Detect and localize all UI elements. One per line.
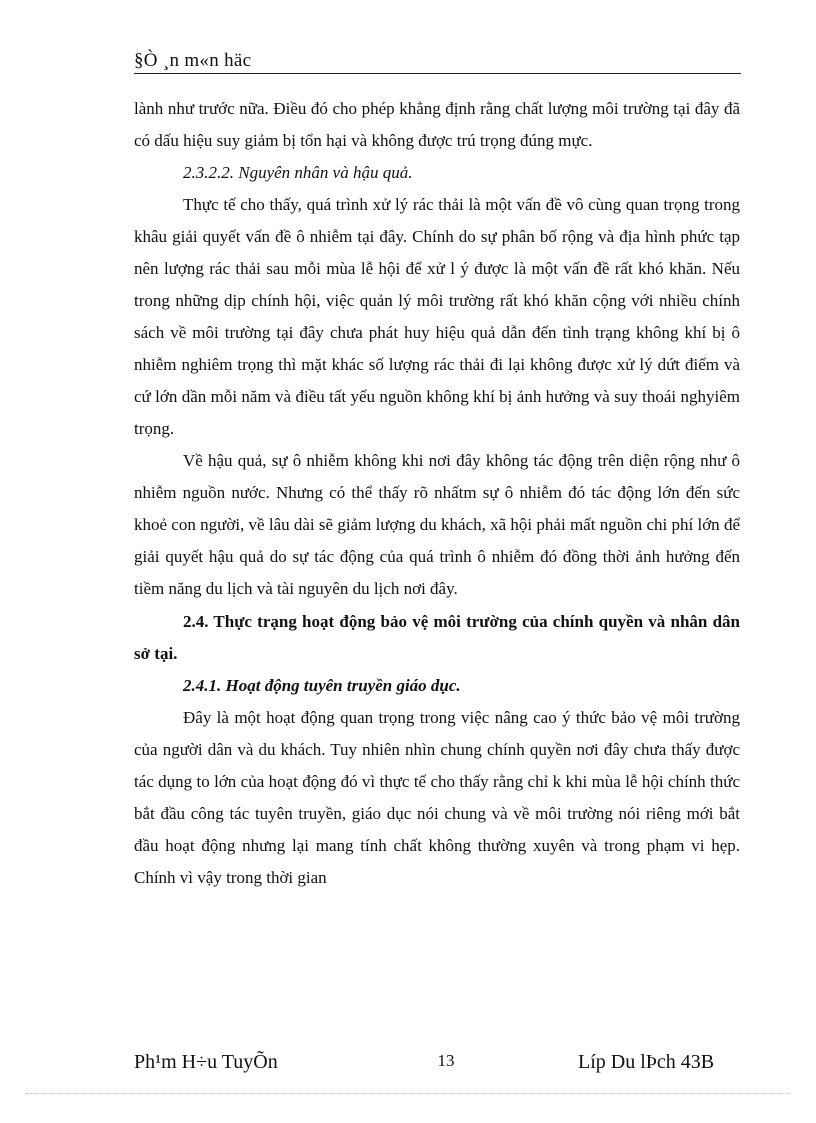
page-header-title: §Ò ¸n m«n häc xyxy=(134,50,252,71)
page-number: 13 xyxy=(437,1051,455,1070)
footer-author: Ph¹m H÷u TuyÕn xyxy=(134,1051,278,1073)
header-divider xyxy=(134,73,741,74)
footer-class-name: Líp Du lÞch 43B xyxy=(578,1051,715,1073)
paragraph-education: Đây là một hoạt động quan trọng trong việc nâng cao ý thức bảo vệ môi trường của người dân và du khách. Tuy nhiên nhìn chung chính quyền nơi đây chưa thấy được tác dụng to lớn của hoạt động đó vì thực tế cho thấy rằng chỉ k khi mùa lễ hội chính thức bắt đầu công tác tuyên truyền, giáo dục nói chung và về môi trường nói riêng mới bắt đầu hoạt động nhưng lại mang tính chất không thường xuyên và trong phạm vi hẹp. Chính vì vậy trong thời gian xyxy=(134,708,740,887)
document-body xyxy=(134,93,740,894)
page-bottom-divider xyxy=(26,1093,790,1094)
paragraph-consequences: Về hậu quả, sự ô nhiễm không khi nơi đây không tác động trên diện rộng như ô nhiễm nguồn nước. Nhưng có thể thấy rõ nhấtm sự ô nhiễm đó tác động lớn đến sức khoẻ con người, về lâu dài sẽ giảm lượng du khách, xã hội phải mất nguồn chi phí lớn để giải quyết hậu quả do sự tác động của quá trình ô nhiễm đó đồng thời ảnh hưởng đến tiềm năng du lịch và tài nguyên du lịch nơi đây. xyxy=(134,451,740,598)
paragraph-waste-processing: Thực tế cho thấy, quá trình xử lý rác thải là một vấn đề vô cùng quan trọng trong khâu giải quyết vấn đề ô nhiễm tại đây. Chính do sự phân bố rộng và địa hình phức tạp nên lượng rác thải sau mỗi mùa lễ hội để xử l ý được là một vấn đề rất khó khăn. Nếu trong những dịp chính hội, việc quản lý môi trường rất khó khăn cộng với nhiều chính sách về môi trường tại đây chưa phát huy hiệu quả dẫn đến tình trạng không khí bị ô nhiễm nghiêm trọng thì mặt khác số lượng rác thải đi lại không được xử lý dứt điểm và cứ lớn dần mỗi năm và điều tất yếu nguồn không khí bị ảnh hưởng và suy thoái nghyiêm trọng. xyxy=(134,195,740,438)
heading-causes-consequences: 2.3.2.2. Nguyên nhân và hậu quả. xyxy=(183,163,413,182)
section-heading-protection-status: 2.4. Thực trạng hoạt động bảo vệ môi trường của chính quyền và nhân dân sở tại. xyxy=(134,612,740,663)
paragraph-continuation: lành như trước nữa. Điều đó cho phép khẳng định rằng chất lượng môi trường tại đây đã có dấu hiệu suy giảm bị tổn hại và không được trú trọng đúng mực. xyxy=(134,99,740,150)
sub-section-heading-education: 2.4.1. Hoạt động tuyên truyền giáo dục. xyxy=(183,676,461,695)
